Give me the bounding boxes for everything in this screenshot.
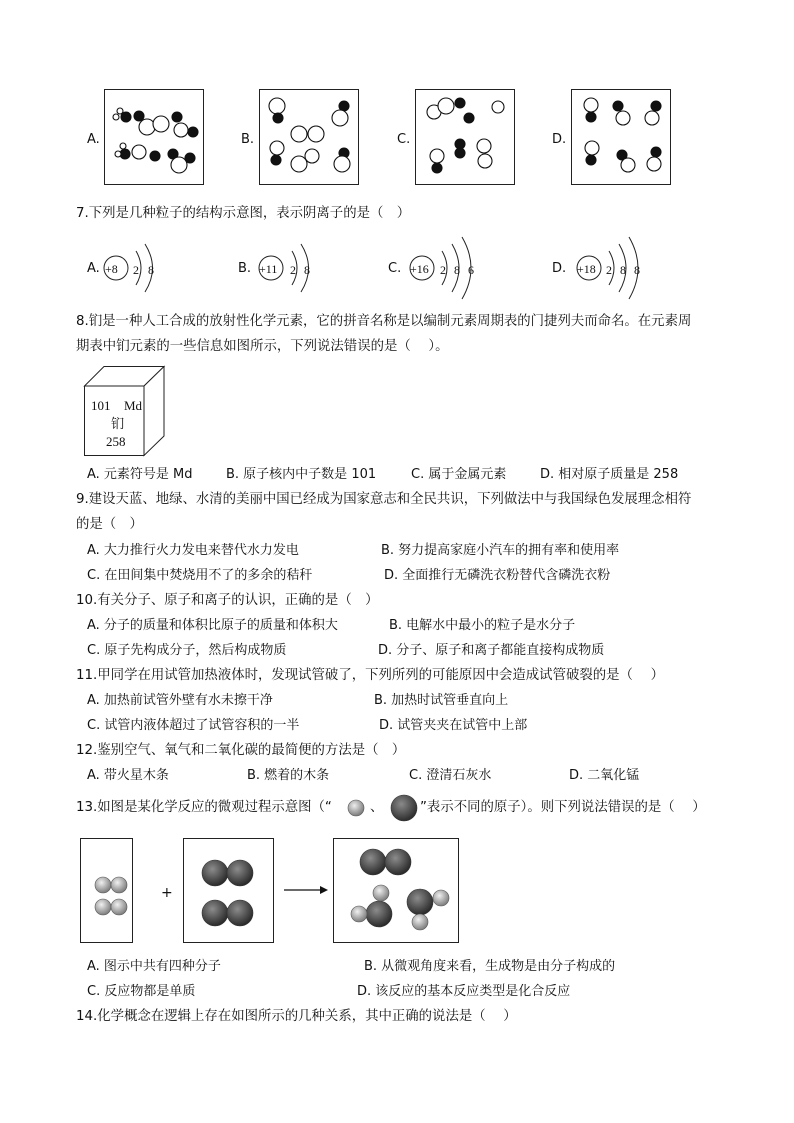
- q8-option-a[interactable]: A. 元素符号是 Md: [87, 467, 193, 482]
- atomic-number: 101: [91, 398, 111, 413]
- q9-option-c[interactable]: C. 在田间集中焚烧用不了的多余的秸秆: [87, 568, 313, 583]
- q10-option-a[interactable]: A. 分子的质量和体积比原子的质量和体积大: [87, 618, 338, 633]
- option-label: A.: [87, 132, 100, 147]
- molecule-diagram-a: [104, 89, 204, 185]
- nucleus-charge: +8: [105, 262, 118, 276]
- option-label: D.: [552, 261, 567, 276]
- molecule-diagram-d: [571, 89, 671, 185]
- q9-option-a[interactable]: A. 大力推行火力发电来替代水力发电: [87, 543, 299, 558]
- plus-sign: +: [161, 885, 173, 901]
- nucleus-charge: +16: [410, 262, 429, 276]
- q11-option-a[interactable]: A. 加热前试管外壁有水未擦干净: [87, 693, 273, 708]
- shell-electrons: 8: [454, 263, 460, 277]
- q10-option-d[interactable]: D. 分子、原子和离子都能直接构成物质: [378, 643, 605, 658]
- q13-option-d[interactable]: D. 该反应的基本反应类型是化合反应: [357, 984, 571, 999]
- q12-option-d[interactable]: D. 二氧化锰: [569, 768, 640, 783]
- option-label: C.: [397, 132, 411, 147]
- q14-stem: 14.化学概念在逻辑上存在如图所示的几种关系，其中正确的说法是（ ）: [76, 1009, 517, 1024]
- q13-stem-part2: ”表示不同的原子）。则下列说法错误的是（ ）: [420, 800, 706, 815]
- shell-electrons: 8: [620, 263, 626, 277]
- option-label: D.: [552, 132, 567, 147]
- option-label: B.: [241, 132, 255, 147]
- q9-stem-line1: 9.建设天蓝、地绿、水清的美丽中国已经成为国家意志和全民共识，下列做法中与我国绿色发展理念相符: [76, 492, 692, 507]
- shell-electrons: 2: [290, 263, 296, 277]
- element-symbol: Md: [124, 398, 143, 413]
- q12-option-a[interactable]: A. 带火星木条: [87, 768, 169, 783]
- q13-option-b[interactable]: B. 从微观角度来看，生成物是由分子构成的: [364, 959, 616, 974]
- option-label: C.: [388, 261, 402, 276]
- reactant-box-1: [80, 838, 133, 943]
- q11-stem: 11.甲同学在用试管加热液体时，发现试管破了，下列所列的可能原因中会造成试管破裂的是（ ）: [76, 668, 664, 683]
- shell-electrons: 8: [304, 263, 310, 277]
- q10-option-c[interactable]: C. 原子先构成分子，然后构成物质: [87, 643, 287, 658]
- q8-option-c[interactable]: C. 属于金属元素: [411, 467, 507, 482]
- shell-electrons: 6: [468, 263, 474, 277]
- q9-stem-line2: 的是（ ）: [76, 517, 143, 532]
- q10-option-b[interactable]: B. 电解水中最小的粒子是水分子: [389, 618, 576, 633]
- q11-option-b[interactable]: B. 加热时试管垂直向上: [374, 693, 509, 708]
- nucleus-charge: +18: [577, 262, 596, 276]
- shell-electrons: 8: [148, 263, 154, 277]
- q8-stem-line1: 8.钔是一种人工合成的放射性化学元素，它的拼音名称是以编制元素周期表的门捷列夫而命名。在元素周: [76, 314, 692, 329]
- molecule-diagram-b: [259, 89, 359, 185]
- q8-option-b[interactable]: B. 原子核内中子数是 101: [226, 467, 377, 482]
- element-name: 钔: [111, 416, 125, 431]
- q9-option-b[interactable]: B. 努力提高家庭小汽车的拥有率和使用率: [381, 543, 620, 558]
- q9-option-d[interactable]: D. 全面推行无磷洗衣粉替代含磷洗衣粉: [384, 568, 611, 583]
- shell-electrons: 8: [634, 263, 640, 277]
- q12-stem: 12.鉴别空气、氧气和二氧化碳的最简便的方法是（ ）: [76, 743, 406, 758]
- large-dark-atom-icon: [390, 794, 418, 822]
- shell-electrons: 2: [133, 263, 139, 277]
- product-box: [333, 838, 459, 943]
- reactant-box-2: [183, 838, 274, 943]
- q8-stem-line2: 期表中钔元素的一些信息如图所示，下列说法错误的是（ ）。: [76, 339, 449, 354]
- reaction-arrow-icon: [284, 884, 328, 896]
- option-label: B.: [238, 261, 252, 276]
- q7-stem: 7.下列是几种粒子的结构示意图，表示阴离子的是（ ）: [76, 206, 411, 221]
- q12-option-c[interactable]: C. 澄清石灰水: [409, 768, 492, 783]
- q13-stem-part1: 13.如图是某化学反应的微观过程示意图（“: [76, 800, 332, 815]
- q8-option-d[interactable]: D. 相对原子质量是 258: [540, 467, 679, 482]
- q12-option-b[interactable]: B. 燃着的木条: [247, 768, 330, 783]
- q11-option-d[interactable]: D. 试管夹夹在试管中上部: [379, 718, 528, 733]
- q11-option-c[interactable]: C. 试管内液体超过了试管容积的一半: [87, 718, 300, 733]
- shell-electrons: 2: [440, 263, 446, 277]
- nucleus-charge: +11: [259, 262, 278, 276]
- shell-electrons: 2: [606, 263, 612, 277]
- q13-stem-sep: 、: [370, 800, 384, 815]
- q13-option-c[interactable]: C. 反应物都是单质: [87, 984, 196, 999]
- atomic-mass: 258: [106, 434, 126, 449]
- option-label: A.: [87, 261, 100, 276]
- small-light-atom-icon: [346, 798, 366, 818]
- molecule-diagram-c: [415, 89, 515, 185]
- q10-stem: 10.有关分子、原子和离子的认识，正确的是（ ）: [76, 593, 379, 608]
- q13-option-a[interactable]: A. 图示中共有四种分子: [87, 959, 221, 974]
